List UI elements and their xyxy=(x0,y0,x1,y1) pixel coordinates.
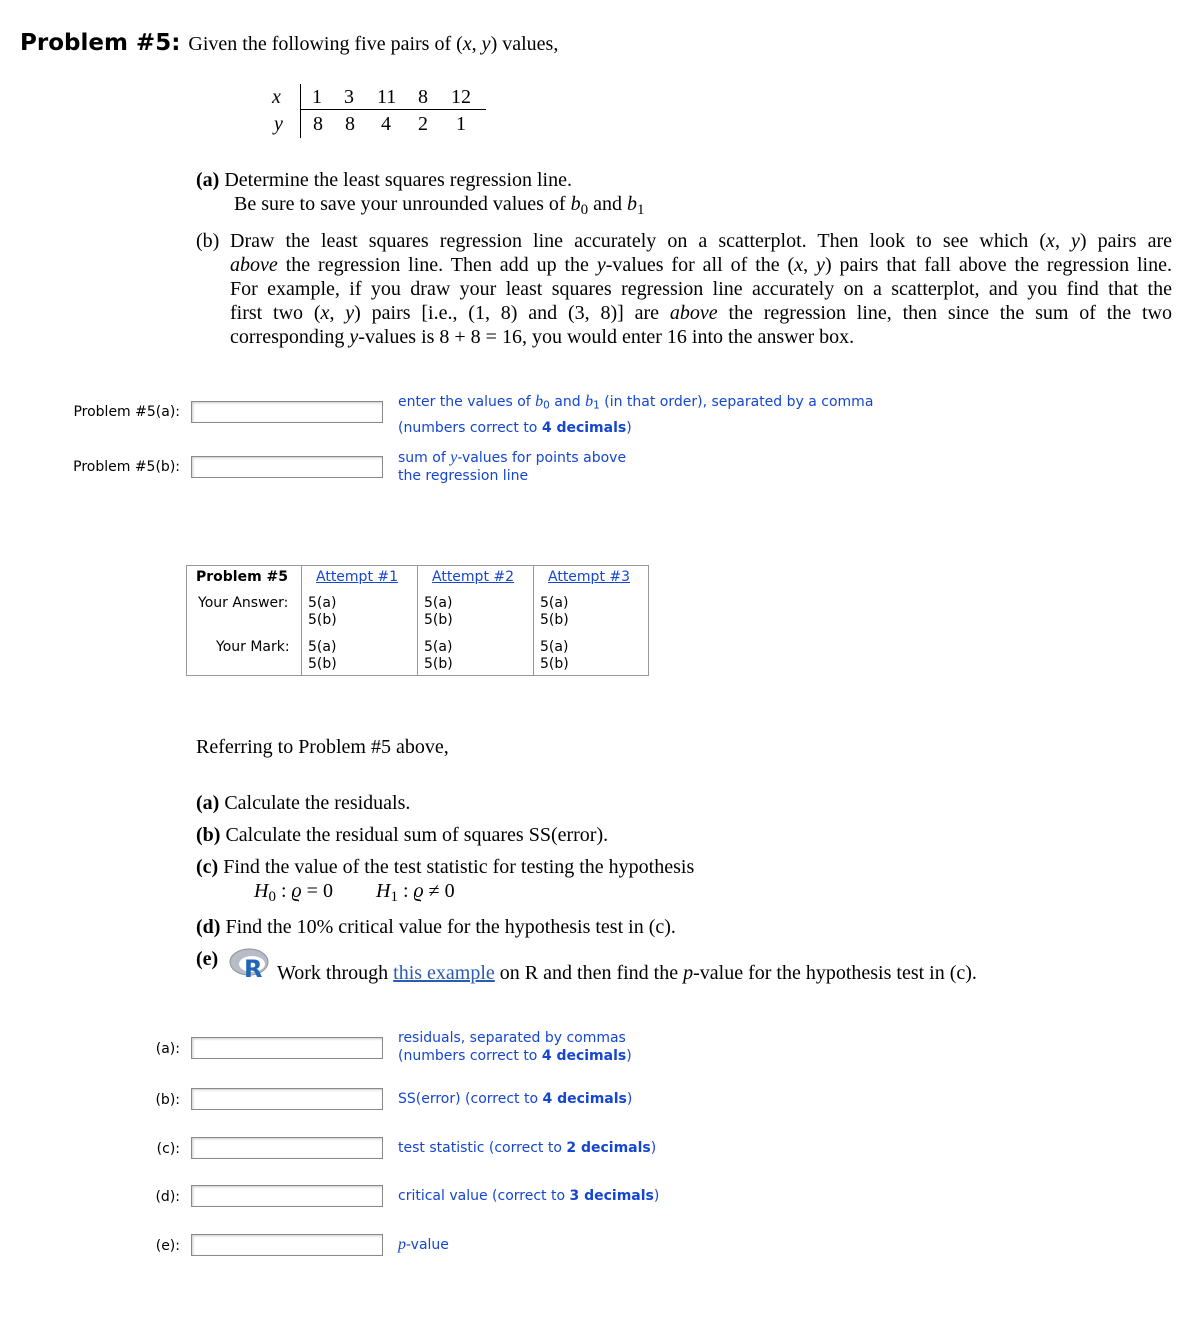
x-value: 3 xyxy=(344,86,354,108)
answer-label-b: (b): xyxy=(155,1092,180,1108)
hint-b: SS(error) (correct to 4 decimals) xyxy=(398,1091,633,1107)
followup-b: (b) Calculate the residual sum of squares SS(error). xyxy=(196,824,609,846)
part-a xyxy=(196,168,572,192)
data-table xyxy=(262,84,486,138)
hint-5b: sum of y-values for points above the regression line xyxy=(398,449,627,484)
answer-label-5a: Problem #5(a): xyxy=(73,404,180,420)
hypothesis-h0: $H_0$ : ϱ = 0 xyxy=(254,880,333,905)
answer-input-c[interactable] xyxy=(191,1137,383,1159)
attempt-3-marks: 5(a) 5(b) xyxy=(540,639,569,672)
part-b-line: first two (x, y) pairs [i.e., (1, 8) and (3, 8)] are above the regression line, then since the sum of the two xyxy=(230,302,1172,324)
your-mark-label: Your Mark: xyxy=(216,639,290,655)
y-value: 8 xyxy=(313,113,323,135)
r-logo-letter: R xyxy=(244,955,263,982)
part-b-line: corresponding y-values is 8 + 8 = 16, you would enter 16 into the answer box. xyxy=(230,326,855,348)
attempts-table xyxy=(186,565,649,676)
answer-label-e: (e): xyxy=(155,1238,180,1254)
answer-input-a[interactable] xyxy=(191,1037,383,1059)
x-label: x xyxy=(272,86,281,108)
answer-input-b[interactable] xyxy=(191,1088,383,1110)
attempt-2-link[interactable]: Attempt #2 xyxy=(432,569,515,585)
attempts-header: Problem #5 xyxy=(196,569,289,585)
problem-title: Problem #5: xyxy=(20,30,181,56)
followup-e-text: Work through this example on R and then find the p-value for the hypothesis test in (c). xyxy=(277,962,977,984)
followup-d: (d) Find the 10% critical value for the hypothesis test in (c). xyxy=(196,916,676,938)
problem-intro: Given the following five pairs of (x, y) values, xyxy=(188,33,559,55)
hint-5a: enter the values of $b_0$ and $b_1$ (in that order), separated by a comma (numbers correct to 4 decimals) xyxy=(398,393,874,436)
this-example-link[interactable]: this example xyxy=(393,962,495,984)
answer-input-d[interactable] xyxy=(191,1185,383,1207)
attempt-1-marks: 5(a) 5(b) xyxy=(308,639,337,672)
x-value: 1 xyxy=(312,86,322,108)
attempt-3-answers: 5(a) 5(b) xyxy=(540,595,569,628)
followup-intro: Referring to Problem #5 above, xyxy=(196,736,449,758)
followup-a: (a) Calculate the residuals. xyxy=(196,792,411,814)
part-b-line: Draw the least squares regression line accurately on a scatterplot. Then look to see which (x, y) pairs are xyxy=(230,230,1173,252)
answer-input-5b[interactable] xyxy=(191,456,383,478)
part-b-label: (b) xyxy=(196,230,220,252)
x-value: 11 xyxy=(377,86,397,108)
followup-e-label: (e) xyxy=(196,948,219,970)
problem-header xyxy=(20,30,558,56)
x-value: 8 xyxy=(418,86,428,108)
hint-d: critical value (correct to 3 decimals) xyxy=(398,1188,660,1204)
part-a-note: Be sure to save your unrounded values of $b_0$ and $b_1$ xyxy=(234,193,645,218)
part-a-label: (a) xyxy=(196,169,220,191)
answer-input-5a[interactable] xyxy=(191,401,383,423)
answer-label-d: (d): xyxy=(155,1189,180,1205)
r-logo-icon xyxy=(228,946,274,982)
y-value: 8 xyxy=(345,113,355,135)
answer-input-e[interactable] xyxy=(191,1234,383,1256)
attempt-2-marks: 5(a) 5(b) xyxy=(424,639,453,672)
y-value: 1 xyxy=(456,113,466,135)
hint-a: residuals, separated by commas (numbers correct to 4 decimals) xyxy=(398,1030,632,1064)
part-b-line: For example, if you draw your least squares regression line accurately on a scatterplot, and you find that the xyxy=(230,278,1172,300)
answer-label-a: (a): xyxy=(155,1041,180,1057)
your-answer-label: Your Answer: xyxy=(198,595,289,611)
answer-label-5b: Problem #5(b): xyxy=(73,459,180,475)
attempt-1-answers: 5(a) 5(b) xyxy=(308,595,337,628)
hint-c: test statistic (correct to 2 decimals) xyxy=(398,1140,657,1156)
hint-e: p-value xyxy=(398,1236,449,1253)
part-b-text xyxy=(230,229,1172,349)
y-label: y xyxy=(274,113,283,135)
x-value: 12 xyxy=(451,86,471,108)
hypothesis-h1: $H_1$ : ϱ ≠ 0 xyxy=(376,880,455,905)
attempt-2-answers: 5(a) 5(b) xyxy=(424,595,453,628)
y-value: 2 xyxy=(418,113,428,135)
attempt-1-link[interactable]: Attempt #1 xyxy=(316,569,399,585)
attempt-3-link[interactable]: Attempt #3 xyxy=(548,569,631,585)
y-value: 4 xyxy=(381,113,391,135)
followup-c: (c) Find the value of the test statistic for testing the hypothesis xyxy=(196,856,695,878)
part-b-line: above the regression line. Then add up the y-values for all of the (x, y) pairs that fall above the regression line. xyxy=(230,254,1172,276)
answer-label-c: (c): xyxy=(156,1141,180,1157)
part-a-text: Determine the least squares regression line. xyxy=(224,169,572,191)
